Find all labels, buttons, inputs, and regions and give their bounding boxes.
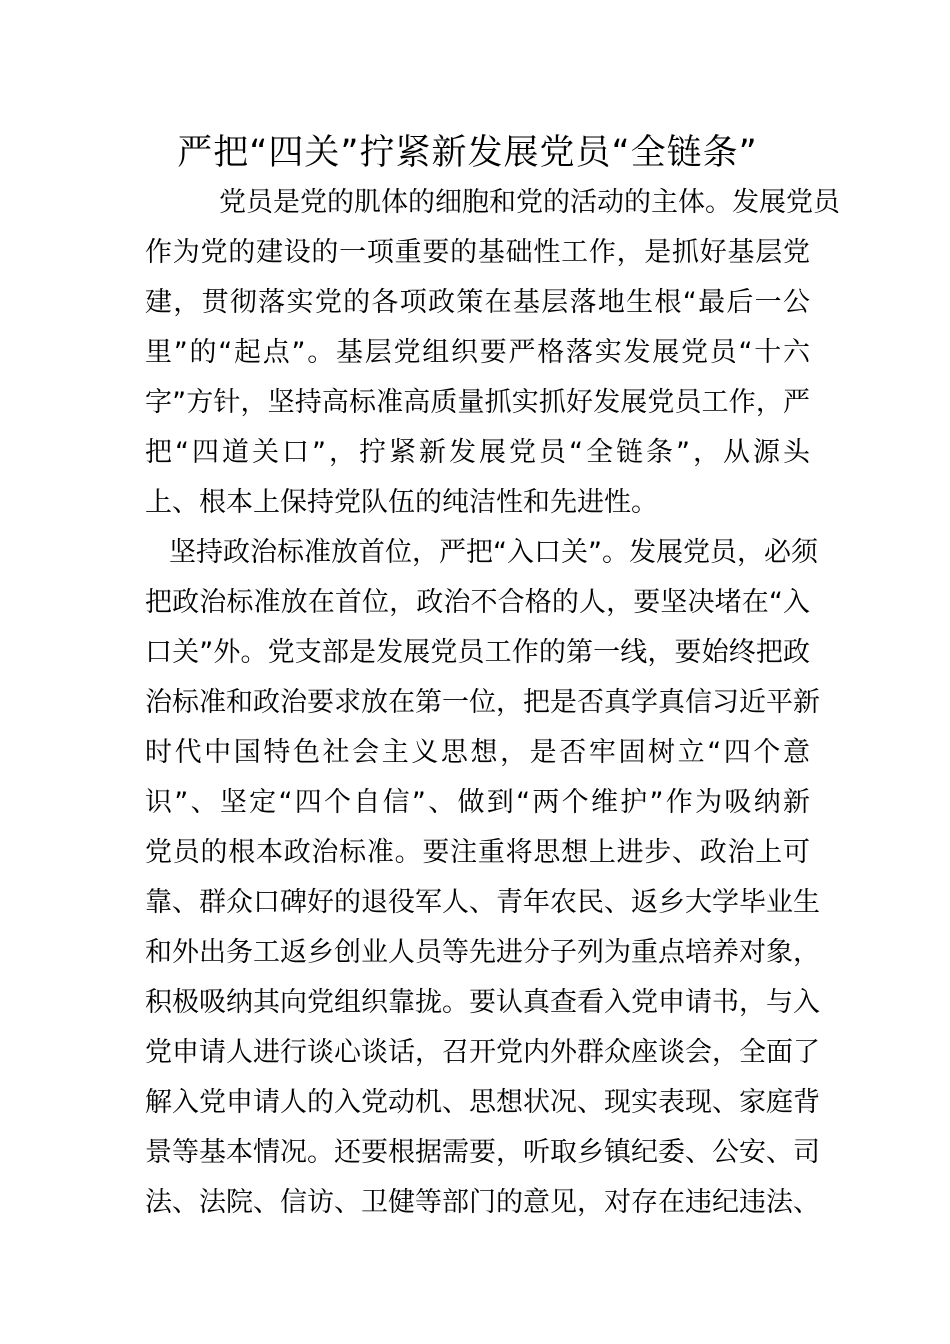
text-line: 把“四道关口”，拧紧新发展党员“全链条”，从源头: [145, 437, 810, 468]
text-line: 口关”外。党支部是发展党员工作的第一线，要始终把政: [145, 637, 810, 668]
document-title: 严把“四关”拧紧新发展党员“全链条”: [177, 133, 758, 173]
text-line: 建，贯彻落实党的各项政策在基层落地生根“最后一公: [145, 287, 810, 318]
text-line: 法、法院、信访、卫健等部门的意见，对存在违纪违法、: [145, 1187, 820, 1218]
text-line: 解入党申请人的入党动机、思想状况、现实表现、家庭背: [145, 1087, 820, 1118]
text-line: 和外出务工返乡创业人员等先进分子列为重点培养对象，: [145, 937, 820, 968]
text-line: 景等基本情况。还要根据需要，听取乡镇纪委、公安、司: [145, 1137, 820, 1168]
text-line: 靠、群众口碑好的退役军人、青年农民、返乡大学毕业生: [145, 887, 820, 918]
text-line: 党员是党的肌体的细胞和党的活动的主体。发展党员: [219, 187, 840, 218]
text-line: 时代中国特色社会主义思想，是否牢固树立“四个意: [145, 737, 810, 768]
text-line: 坚持政治标准放首位，严把“入口关”。发展党员，必须: [169, 537, 818, 568]
text-line: 里”的“起点”。基层党组织要严格落实发展党员“十六: [145, 337, 810, 368]
text-line: 党员的根本政治标准。要注重将思想上进步、政治上可: [145, 837, 810, 868]
document-body: [145, 178, 840, 1228]
text-line: 积极吸纳其向党组织靠拢。要认真查看入党申请书，与入: [145, 987, 820, 1018]
text-line: 党申请人进行谈心谈话，召开党内外群众座谈会，全面了: [145, 1037, 820, 1068]
text-line: 字”方针，坚持高标准高质量抓实抓好发展党员工作，严: [145, 387, 810, 418]
text-line: 治标准和政治要求放在第一位，把是否真学真信习近平新: [145, 687, 820, 718]
text-line: 上、根本上保持党队伍的纯洁性和先进性。: [145, 487, 658, 518]
paragraph-entry-gate: [145, 528, 820, 1228]
text-line: 作为党的建设的一项重要的基础性工作，是抓好基层党: [145, 237, 810, 268]
paragraph-intro: [145, 178, 840, 528]
text-line: 把政治标准放在首位，政治不合格的人，要坚决堵在“入: [145, 587, 810, 618]
text-line: 识”、坚定“四个自信”、做到“两个维护”作为吸纳新: [145, 787, 810, 818]
